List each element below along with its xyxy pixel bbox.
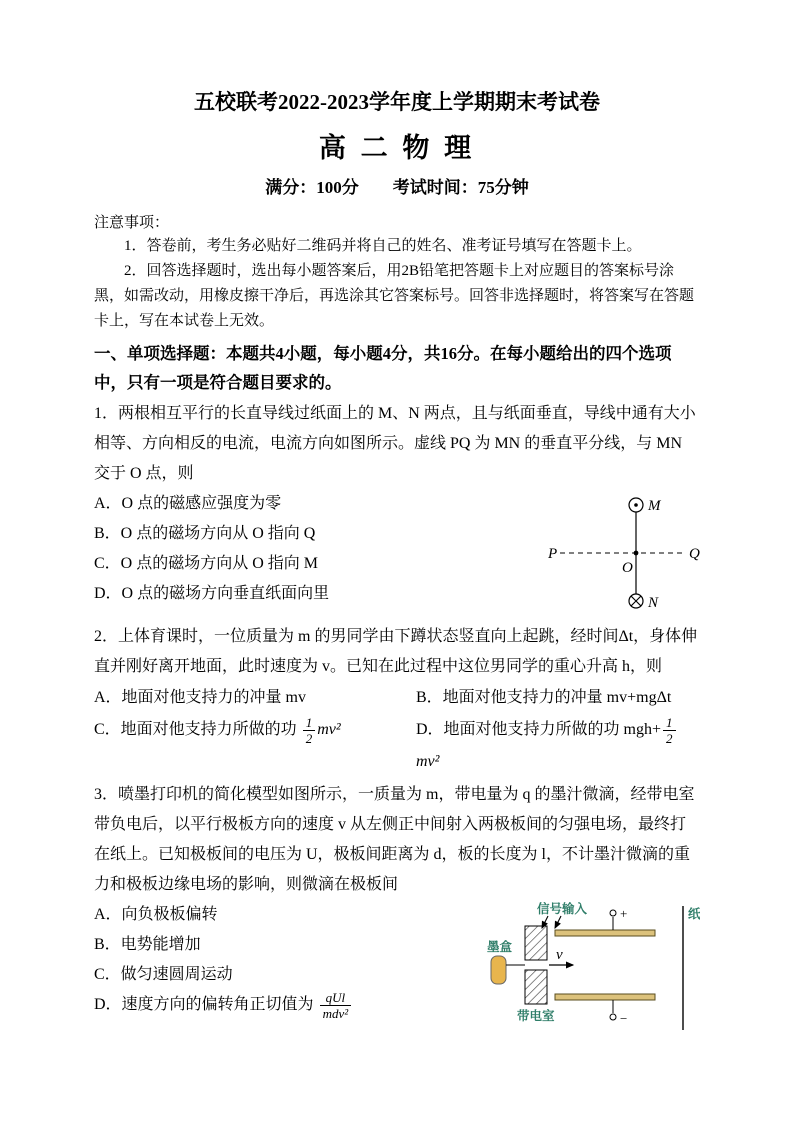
question-3 <box>94 780 700 1041</box>
q2-options <box>94 682 700 778</box>
label-m: M <box>648 498 661 514</box>
q2-option-d <box>416 714 700 778</box>
exam-title: 五校联考2022-2023学年度上学期期末考试卷 <box>194 90 600 114</box>
paper-label: 纸 <box>688 907 700 921</box>
inkjet-printer-diagram <box>485 902 700 1034</box>
fraction <box>303 716 316 745</box>
velocity-label: v <box>556 947 563 963</box>
fraction <box>320 991 352 1020</box>
label-p: P <box>548 546 558 562</box>
ink-cartridge <box>491 956 506 984</box>
notice-heading: 注意事项： <box>94 215 170 231</box>
q2-option-d-text: D．地面对他支持力所做的功 mgh+ <box>416 721 662 738</box>
fraction-denominator: mdv² <box>322 1005 349 1021</box>
current-out-of-page-icon <box>629 498 643 512</box>
q2-option-d-math: mv² <box>416 753 440 770</box>
question-2 <box>94 622 700 778</box>
q2-option-a: A．地面对他支持力的冲量 mv <box>94 689 307 706</box>
q3-stem: 3．喷墨打印机的简化模型如图所示，一质量为 m，带电量为 q 的墨汁微滴，经带电室带负电后，以平行极板方向的速度 v 从左侧正中间射入两极板间的匀强电场，最终打在纸上。已知极板间的电压为 U，极板间距离为 d，板的长度为 l，不计墨汁微滴的重力和极板边缘电场的影响，则微滴在极板间 <box>94 786 695 893</box>
q3-option-c: C．做匀速圆周运动 <box>94 966 233 983</box>
ink-box-label: 墨盒 <box>487 940 513 954</box>
section-one-heading: 一、单项选择题：本题共4小题，每小题4分，共16分。在每小题给出的四个选项中，只有一项是符合题目要求的。 <box>94 344 672 392</box>
exam-meta: 满分：100分 考试时间：75分钟 <box>265 178 529 197</box>
label-n: N <box>648 595 659 611</box>
fraction-denominator: 2 <box>666 730 673 746</box>
point-o-dot <box>634 551 639 556</box>
bottom-plate <box>555 994 655 1000</box>
q3-option-b: B．电势能增加 <box>94 936 201 953</box>
subject-title: 高 二 物 理 <box>318 133 476 163</box>
q1-option-b: B．O 点的磁场方向从 O 指向 Q <box>94 525 316 542</box>
q1-option-a: A．O 点的磁感应强度为零 <box>94 495 282 512</box>
q2-option-c-text: C．地面对他支持力所做的功 <box>94 721 301 738</box>
positive-terminal-icon <box>610 906 627 930</box>
signal-input-label: 信号输入 <box>537 902 588 916</box>
q2-option-c-math: mv² <box>317 721 341 738</box>
notice-section <box>94 212 700 334</box>
label-o: O <box>622 560 633 576</box>
fraction-denominator: 2 <box>305 730 313 746</box>
current-into-page-icon <box>629 594 643 608</box>
label-q: Q <box>689 546 700 562</box>
q2-option-c <box>94 714 416 778</box>
q1-option-c: C．O 点的磁场方向从 O 指向 M <box>94 555 319 572</box>
top-plate <box>555 930 655 936</box>
fraction-numerator: 1 <box>303 716 316 731</box>
negative-terminal-icon <box>610 1000 627 1026</box>
fraction-numerator: 1 <box>663 716 676 731</box>
q3-option-d-text: D．速度方向的偏转角正切值为 <box>94 996 318 1013</box>
charging-chamber-label: 带电室 <box>517 1009 555 1023</box>
q3-option-a: A．向负极板偏转 <box>94 906 218 923</box>
q1-stem: 1．两根相互平行的长直导线过纸面上的 M、N 两点，且与纸面垂直，导线中通有大小相等、方向相反的电流，电流方向如图所示。虚线 PQ 为 MN 的垂直平分线，与 MN 交于 O 点，则 <box>94 405 696 482</box>
plus-label: + <box>620 906 628 921</box>
q1-option-d: D．O 点的磁场方向垂直纸面向里 <box>94 585 330 602</box>
fraction <box>663 716 676 745</box>
notice-item-2: 2．回答选择题时，选出每小题答案后，用2B铅笔把答题卡上对应题目的答案标号涂黑，如需改动，用橡皮擦干净后，再选涂其它答案标号。回答非选择题时，将答案写在答题卡上，写在本试卷上无效。 <box>94 263 695 329</box>
charging-chamber <box>525 926 547 1004</box>
question-1 <box>94 399 700 620</box>
minus-label: − <box>620 1011 628 1026</box>
q1-figure <box>548 491 700 618</box>
q2-option-b: B．地面对他支持力的冲量 mv+mgΔt <box>416 689 672 706</box>
parallel-wires-diagram <box>548 491 700 613</box>
q2-stem: 2．上体育课时，一位质量为 m 的男同学由下蹲状态竖直向上起跳，经时间Δt，身体伸直并刚好离开地面，此时速度为 v。已知在此过程中这位男同学的重心升高 h，则 <box>94 628 698 675</box>
notice-item-1: 1．答卷前，考生务必贴好二维码并将自己的姓名、准考证号填写在答题卡上。 <box>124 238 642 254</box>
fraction-numerator: qUl <box>320 991 352 1006</box>
q3-figure <box>485 902 700 1039</box>
